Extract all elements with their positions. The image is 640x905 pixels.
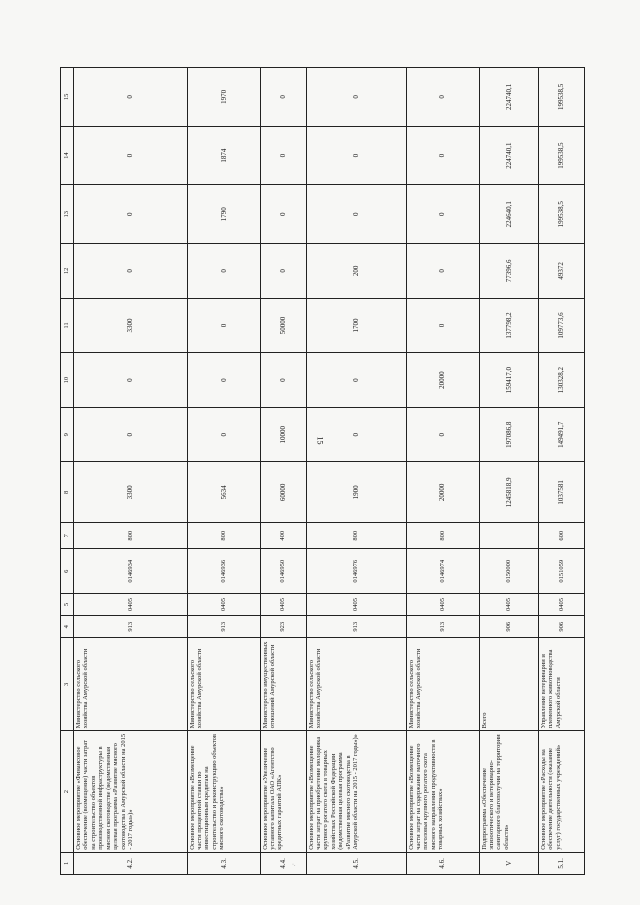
header-row — [61, 68, 74, 875]
row-year-2018: 0 — [260, 185, 306, 244]
row-executor: Министерство сельского хозяйства Амурской области — [187, 638, 260, 731]
row-rzpr: 0405 — [306, 593, 406, 615]
header-cell: 7 — [61, 523, 74, 549]
row-year-2014: 197086,8 — [479, 407, 538, 462]
row-year-2019: 0 — [74, 126, 188, 185]
header-cell: 15 — [61, 68, 74, 127]
header-cell: 10 — [61, 353, 74, 408]
stray-mark: ·. — [292, 862, 296, 868]
table-row — [306, 68, 406, 875]
row-year-2017: 49372 — [539, 244, 585, 299]
row-year-2014: 0 — [74, 407, 188, 462]
row-total: 20000 — [406, 462, 479, 523]
row-vr: 400 — [260, 523, 306, 549]
row-total: 1037581 — [539, 462, 585, 523]
row-year-2019: 224740,1 — [479, 126, 538, 185]
row-id: 4.6. — [406, 852, 479, 874]
row-year-2018: 199538,5 — [539, 185, 585, 244]
header-cell: 4 — [61, 616, 74, 638]
row-year-2020: 0 — [260, 68, 306, 127]
row-executor: Министерство сельского хозяйства Амурской области — [306, 638, 406, 731]
row-year-2016: 0 — [187, 298, 260, 353]
row-year-2018: 224640,1 — [479, 185, 538, 244]
row-rzpr: 0405 — [406, 593, 479, 615]
row-year-2017: 0 — [74, 244, 188, 299]
budget-table — [60, 67, 585, 875]
row-csr: 0146936 — [187, 549, 260, 593]
row-csr: 0151059 — [539, 549, 585, 593]
row-year-2019: 0 — [406, 126, 479, 185]
table-row — [74, 68, 188, 875]
row-year-2017: 0 — [260, 244, 306, 299]
row-executor: Всего — [479, 638, 538, 731]
row-rzpr: 0405 — [539, 593, 585, 615]
row-year-2019: 0 — [260, 126, 306, 185]
table-body — [74, 68, 585, 875]
row-year-2016: 1700 — [306, 298, 406, 353]
row-csr: 0146976 — [306, 549, 406, 593]
row-year-2020: 0 — [306, 68, 406, 127]
row-csr: 0146950 — [260, 549, 306, 593]
row-year-2019: 199538,5 — [539, 126, 585, 185]
header-cell: 5 — [61, 593, 74, 615]
row-rzpr: 0405 — [187, 593, 260, 615]
row-year-2014: 0 — [306, 407, 406, 462]
row-year-2020: 0 — [406, 68, 479, 127]
row-year-2015: 0 — [187, 353, 260, 408]
row-year-2014: 149491,7 — [539, 407, 585, 462]
row-year-2015: 130328,2 — [539, 353, 585, 408]
row-year-2019: 0 — [306, 126, 406, 185]
table-row — [406, 68, 479, 875]
row-year-2014: 0 — [406, 407, 479, 462]
row-vr: 600 — [539, 523, 585, 549]
row-year-2017: 0 — [187, 244, 260, 299]
row-year-2017: 200 — [306, 244, 406, 299]
row-year-2018: 0 — [74, 185, 188, 244]
row-year-2014: 0 — [187, 407, 260, 462]
row-vr: 800 — [187, 523, 260, 549]
row-id: 4.2. — [74, 852, 188, 874]
row-executor: Управление ветеринарии и племенного животноводства Амурской области — [539, 638, 585, 731]
row-executor: Министерство сельского хозяйства Амурской области — [74, 638, 188, 731]
table-row — [187, 68, 260, 875]
rotated-table-container — [60, 0, 585, 875]
row-grbs: 906 — [539, 616, 585, 638]
row-year-2015: 0 — [260, 353, 306, 408]
row-year-2020: 199538,5 — [539, 68, 585, 127]
row-id: 4.5. — [306, 852, 406, 874]
row-year-2020: 224740,1 — [479, 68, 538, 127]
row-csr: 0146974 — [406, 549, 479, 593]
row-name: Основное мероприятие «Возмещение части затрат на приобретение молодняка крупного рогатого скота в товарных хозяйствах Российской Федерации (ведомственная целевая программа «Развитие мясного скотоводства в Амурской области на 2015 - 2017 годы»)» — [306, 731, 406, 852]
row-year-2014: 10000 — [260, 407, 306, 462]
header-cell: 1 — [61, 852, 74, 874]
row-total: 3300 — [74, 462, 188, 523]
header-cell: 14 — [61, 126, 74, 185]
row-total: 1900 — [306, 462, 406, 523]
header-cell: 8 — [61, 462, 74, 523]
header-cell: 11 — [61, 298, 74, 353]
row-grbs: 913 — [406, 616, 479, 638]
row-year-2018: 0 — [306, 185, 406, 244]
row-year-2016: 137798,2 — [479, 298, 538, 353]
row-name: Основное мероприятие «Финансовое обеспечение (возмещение) части затрат на строительство объектов производственной инфраструктуры в мясном скотоводстве (ведомственная целевая программа «Развитие мясного скотоводства в Амурской области на 2015 - 2017 годы»)» — [74, 731, 188, 852]
row-year-2015: 20000 — [406, 353, 479, 408]
header-cell: 3 — [61, 638, 74, 731]
row-rzpr: 0405 — [74, 593, 188, 615]
row-csr: 0150000 — [479, 549, 538, 593]
row-grbs: 913 — [74, 616, 188, 638]
row-id: V — [479, 852, 538, 874]
row-year-2016: 3300 — [74, 298, 188, 353]
table-row — [539, 68, 585, 875]
header-cell: 6 — [61, 549, 74, 593]
row-grbs: 906 — [479, 616, 538, 638]
header-cell: 12 — [61, 244, 74, 299]
page-number: 15 — [315, 436, 325, 445]
row-grbs: 913 — [306, 616, 406, 638]
row-vr: 800 — [406, 523, 479, 549]
row-year-2020: 0 — [74, 68, 188, 127]
table-row — [260, 68, 306, 875]
row-id: 5.1. — [539, 852, 585, 874]
row-name: Основное мероприятие «Возмещение части затрат на содержание маточного поголовья крупного рогатого скота мясного направления продуктивности в товарных хозяйствах» — [406, 731, 479, 852]
row-year-2016: 50000 — [260, 298, 306, 353]
row-year-2017: 0 — [406, 244, 479, 299]
row-name: Подпрограмма «Обеспечение эпизоотического и ветеринарно-санитарного благополучия на территории области» — [479, 731, 538, 852]
row-name: Основное мероприятие «Расходы на обеспечение деятельности (оказание услуг) государственных учреждений» — [539, 731, 585, 852]
row-csr: 0146934 — [74, 549, 188, 593]
row-executor: Министерство сельского хозяйства Амурской области — [406, 638, 479, 731]
header-cell: 2 — [61, 731, 74, 852]
row-total: 60000 — [260, 462, 306, 523]
row-total: 5634 — [187, 462, 260, 523]
row-year-2019: 1874 — [187, 126, 260, 185]
row-id: 4.3. — [187, 852, 260, 874]
row-vr: 800 — [306, 523, 406, 549]
row-vr — [479, 523, 538, 549]
header-cell: 13 — [61, 185, 74, 244]
row-grbs: 913 — [187, 616, 260, 638]
row-year-2015: 159417,0 — [479, 353, 538, 408]
row-executor: Министерство имущественных отношений Амурской области — [260, 638, 306, 731]
row-year-2018: 1790 — [187, 185, 260, 244]
header-cell: 9 — [61, 407, 74, 462]
row-year-2016: 0 — [406, 298, 479, 353]
row-rzpr: 0405 — [479, 593, 538, 615]
row-year-2016: 109773,6 — [539, 298, 585, 353]
row-name: Основное мероприятие «Возмещение части процентной ставки по инвестиционным кредитам на строительство и реконструкцию объектов мясного скотоводства» — [187, 731, 260, 852]
row-year-2015: 0 — [306, 353, 406, 408]
row-year-2020: 1970 — [187, 68, 260, 127]
row-name: Основное мероприятие «Увеличение уставного капитала ОАО «Агентство кредитных гарантий АПК» — [260, 731, 306, 852]
row-year-2017: 77396,6 — [479, 244, 538, 299]
table-row — [479, 68, 538, 875]
row-rzpr: 0405 — [260, 593, 306, 615]
row-id: 4.4. — [260, 852, 306, 874]
row-year-2018: 0 — [406, 185, 479, 244]
row-year-2015: 0 — [74, 353, 188, 408]
row-total: 1245818,9 — [479, 462, 538, 523]
row-vr: 800 — [74, 523, 188, 549]
row-grbs: 923 — [260, 616, 306, 638]
